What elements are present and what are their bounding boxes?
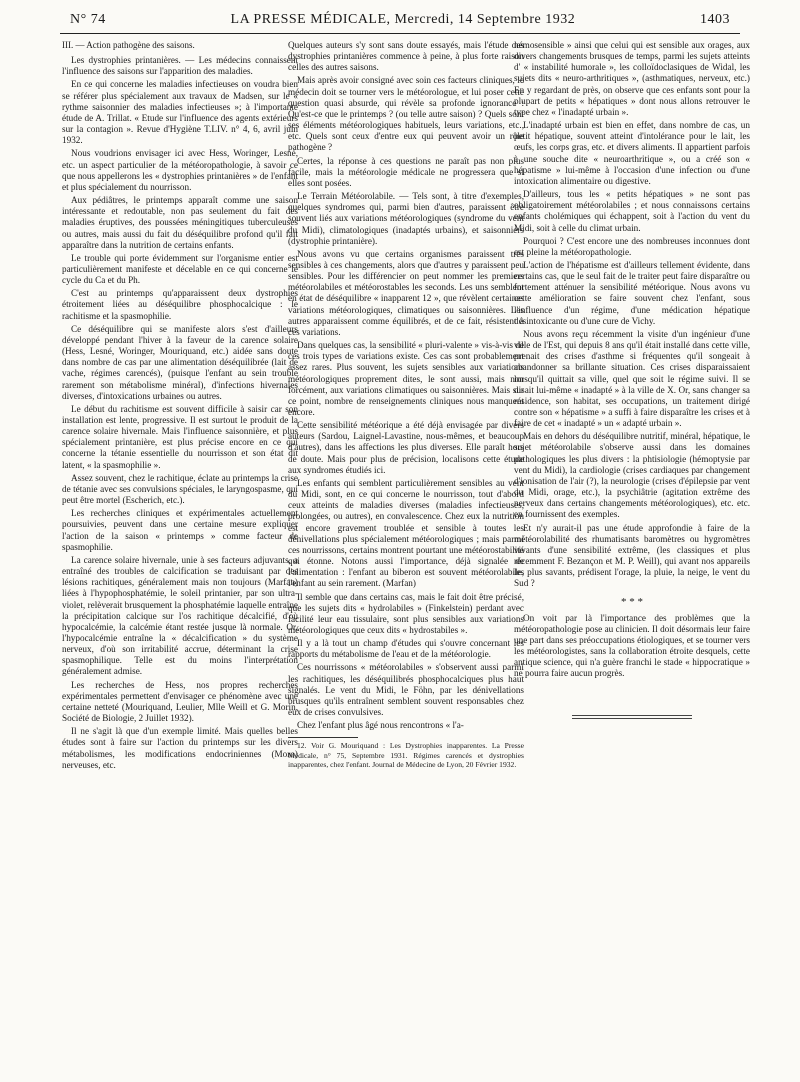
end-rule <box>572 715 692 716</box>
paragraph: Chez l'enfant plus âgé nous rencontrons « l'a- <box>297 720 464 731</box>
paragraph: D'ailleurs, tous les « petits hépatiques » ne sont pas obligatoirement météorolabiles ; et nous connaissons certains enfants cholémiques qui échappent, soit à l'action du vent du Midi, soit à celle du climat urbain. <box>514 189 750 233</box>
paragraph: némosensible » ainsi que celui qui est sensible aux orages, aux divers changements brusques de temps, parmi les sujets atteints d' « instabilité humorale », les colloïdoclasiques de Widal, les sujets dits « neuro-arthritiques », (asthmatiques, nerveux, etc.) En y regardant de près, on observe que ces enfants sont pour la plupart de petits « hépatiques » dont nous allons retrouver le type chez « l'inadapté urbain ». <box>514 40 750 117</box>
paragraph: L'inadapté urbain est bien en effet, dans nombre de cas, un petit hépatique, souvent atteint d'intolérance pour le lait, les œufs, les corps gras, etc. et divers aliments. Il appartient parfois à une souche dite « neuroarthritique », ou a créé son « hépatisme » lui-même à l'occasion d'une infection ou d'une intoxication alimentaire ou digestive. <box>514 120 750 186</box>
paragraph: Il ne s'agit là que d'un exemple limité. Mais quelles belles études sont à faire sur l'action du printemps sur les divers métabolismes, les modifications endocriniennes (Moro) nerveuses, etc. <box>62 726 298 770</box>
column-2 <box>288 40 524 769</box>
paragraph: Quelques auteurs s'y sont sans doute essayés, mais l'étude des dystrophies printanières commence à peine, à plus forte raison celles des autres saisons. <box>288 40 524 73</box>
issue-number: N° 74 <box>70 12 106 27</box>
paragraph: Nous avons vu que certains organismes paraissent très sensibles à ces changements, alors que d'autres y paraissent peu sensibles. Pour les différencier on peut nommer les premiers météorolabiles et météorostables les seconds. Les uns semblent en état de déséquilibre « inapparent 12 », que révèlent certaines variations météorologiques, climatiques ou saisonnières. Les autres apparaissent comme équilibrés, et de ce fait, résistent à ces variations. <box>288 248 524 337</box>
footnote-rule <box>288 737 358 738</box>
paragraph: Et n'y aurait-il pas une étude approfondie à faire de la météorolabilité des rhumatisants baromètres ou hygromètres vivants d'une sensibilité extrême, (les classiques et plus récemment F. Bezançon et M. P. Weill), qui avant nos appareils les plus savants, prédisent l'orage, la pluie, la neige, le vent du Sud ? <box>514 522 750 589</box>
paragraph: Dans quelques cas, la sensibilité « pluri-valente » vis-à-vis de ces trois types de variations existe. Ces cas sont probablement assez rares. Plus souvent, les sujets sensibles aux variations météorologiques proprement dites, le sont aussi, mais non forcément, aux variations climatiques ou saisonnières. Mais sur ce point, nombre de renseignements cliniques nous manquent encore. <box>288 340 524 417</box>
paragraph: Il y a là tout un champ d'études qui s'ouvre concernant les rapports du métabolisme de l'eau et de la météorologie. <box>288 638 524 660</box>
footnote <box>288 741 524 769</box>
section-separator: * * * <box>621 595 643 608</box>
paragraph: Nous voudrions envisager ici avec Hess, Woringer, Lesné, etc. un aspect particulier de la météoropathologie, à savoir ce que nous appellerons les « dystrophies printanières » de l'enfant et plus spécialement du nourrisson. <box>62 148 298 192</box>
paragraph: Assez souvent, chez le rachitique, éclate au printemps la crise de tétanie avec ses convulsions spéciales, le laryngospasme, qui peut être mortel (Escherich, etc.). <box>62 472 298 506</box>
journal-title: LA PRESSE MÉDICALE, Mercredi, 14 Septembre 1932 <box>230 12 576 27</box>
paragraph: En ce qui concerne les maladies infectieuses on voudra bien se référer plus spécialement aux travaux de Madsen, sur le « rythme saisonnier des maladies infectieuses »; à l'importante étude de A. Trillat. « Etude sur l'influence des agents extérieurs sur la contagion ». Revue d'Hygiène T.LIV. n° 4, 6, avril juin 1932. <box>62 79 298 146</box>
footnote-text: 12. Voir G. Mouriquand : Les Dystrophies inapparentes. La Presse Médicale, n° 75, Septembre 1931. Régimes carencés et dystrophies inapparentes, chez l'enfant. Journal de Médecine de Lyon, 20 Février 1932. <box>288 741 524 769</box>
paragraph: Mais après avoir consigné avec soin ces facteurs cliniques, le médecin doit se tourner vers le météorologue, et lui poser cette question quasi absurde, qui révèle sa profonde ignorance : Qu'est-ce que le printemps ? (ou telle autre saison) ? Quels sont ses éléments météorologiques habituels, leurs variations, etc., etc. Quels sont ceux d'entre eux qui peuvent avoir un rôle pathogène ? <box>288 75 524 153</box>
column-1 <box>62 40 298 773</box>
paragraph: Ce déséquilibre qui se manifeste alors s'est d'ailleurs développé pendant l'hiver à la faveur de la carence solaire (Hess, Lesné, Woringer, Mouriquand, etc.) aidée sans doute dans nombre de cas par une alimentation déséquilibrée (lait de vache, régimes carencés), (puisque l'enfant au sein trouble rarement son métabolisme minéral), d'infections hivernales diverses, d'intoxications urbaines ou autres. <box>62 323 298 401</box>
paragraph: Le début du rachitisme est souvent difficile à saisir car son installation est lente, progressive. Il est surtout le produit de la carence solaire hivernale. Mais l'influence saisonnière, et plus spécialement printanière, est plus précise encore en ce qui concerne la tétanie essentielle du nourrisson et son état dit latent, « la spasmophilie ». <box>62 403 298 470</box>
paragraph: Certes, la réponse à ces questions ne paraît pas non plus facile, mais la météorologie médicale ne progressera que si elles sont posées. <box>288 155 524 188</box>
header-rule <box>60 33 740 34</box>
paragraph: Les dystrophies printanières. — Les médecins connaissent l'influence des saisons sur l'apparition des maladies. <box>62 55 298 77</box>
end-rule <box>572 718 692 719</box>
page-header <box>70 12 730 34</box>
paragraph: Les recherches de Hess, nos propres recherches expérimentales permettent d'envisager ce phénomène avec une certaine netteté (Mouriquand, Leulier, Mlle Weill et G. Morin, Société de Biologie, 2 Juillet 1932). <box>62 679 298 724</box>
paragraph: Ces nourrissons « météorolabiles » s'observent aussi parmi les rachitiques, les déséquilibrés phosphocalciques plus haut signalés. Le vent du Midi, le Föhn, par les dénivellations brusques qu'ils entraînent semblent souvent responsables chez eux de crises convulsives. <box>288 662 524 718</box>
paragraph: L'action de l'hépatisme est d'ailleurs tellement évidente, dans certains cas, que le seul fait de le traiter peut faire disparaître ou fortement atténuer la sensibilité météorique. Nous avons vu cette amélioration se faire souvent chez l'enfant, sous l'influence d'un régime, d'une médication hépatique désintoxicante ou d'une cure de Vichy. <box>514 259 750 326</box>
paragraph: C'est au printemps qu'apparaissent deux dystrophies étroitement liées au déséquilibre phosphocalcique : le rachitisme et la spasmophilie. <box>62 288 298 321</box>
paragraph: Les recherches cliniques et expérimentales actuellement poursuivies, peuvent dans une certaine mesure expliquer l'action de la saison « printemps » comme facteur de spasmophilie. <box>62 508 298 552</box>
paragraph: Le trouble qui porte évidemment sur l'organisme entier est particulièrement manifeste et décelable en ce qui concerne le cycle du Ca et du Ph. <box>62 252 298 286</box>
paragraph: La carence solaire hivernale, unie à ses facteurs adjuvants, a entraîné des troubles de calcification se traduisant par des lésions rachitiques, généralement mais non toujours (Marfan) liées à l'hypophosphatémie, le soleil printanier, par son ultra-violet, relèverait brusquement la phosphatémie laquelle entraîne la précipitation calcique sur l'os rachitique décalcifié, d'où hypocalcémie, la calcémie étant restée jusque là normale. Or, l'hypocalcémie entraîne la « décalcification » du système nerveux, d'où son irritabilité accrue, déterminant la crise spasmophilique. Telle est du moins l'interprétation généralement admise. <box>62 554 298 677</box>
paragraph: Les enfants qui semblent particulièrement sensibles au vent du Midi, sont, en ce qui concerne le nourrisson, tout d'abord ceux atteints de maladies diverses (maladies infectieuses, prolongées, ou autres), en convalescence. Chez eux la nutrition est encore gravement troublée et sensible à toutes les dénivellations plus spécialement météorologiques ; mais parmi ces nourrissons, certains montrent pourtant une météorostabilité qui étonne. Notons aussi l'importance, déjà signalée de l'alimentation : l'enfant au biberon est souvent météorolabile, l'enfant au sein rarement. (Marfan) <box>288 477 524 589</box>
paragraph: Nous avons reçu récemment la visite d'un ingénieur d'une ville de l'Est, qui depuis 8 ans qu'il était installé dans cette ville, prenait des crises d'asthme si fréquentes qu'il songeait à abandonner sa brillante situation. Ces crises disparaissaient lorsqu'il quittait sa ville, quel que soit le régime suivi. Il se disait lui-même « inadapté » à la ville de X. Or, sans changer sa résidence, son habitat, ses occupations, un traitement dirigé contre son « hépatisme » a suffi à faire disparaître les crises et à faire de cet « inadapté » un « adapté urbain ». <box>514 328 750 429</box>
paragraph: Il semble que dans certains cas, mais le fait doit être précisé, que les sujets dits « hydrolabiles » (Finkelstein) perdant avec facilité leur eau tissulaire, sont plus sensibles aux variations météorologiques que ceux dits « hydrostabiles ». <box>288 591 524 635</box>
paragraph: Mais en dehors du déséquilibre nutritif, minéral, hépatique, le sujet météorolabile s'observe aussi dans les domaines pathologiques les plus divers : la phtisiologie (hémoptysie par vent du Midi), la cardiologie (crises cardiaques par changement d'ionisation de l'air (?), la neurologie (crises d'épilepsie par vent du Midi, orage, etc.), la psychiâtrie (agitation extrême des nerveux dans certains changements météorologiques), etc. etc. en fournissent des exemples. <box>514 431 750 520</box>
paragraph: Aux pédiâtres, le printemps apparaît comme une saison intéressante et redoutable, non pas seulement du fait des maladies éruptives, des poussées méningitiques tuberculeuses ou autres, mais aussi du fait du déséquilibre profond qu'il fait apparaître dans la nutrition de certains enfants. <box>62 195 298 250</box>
section-heading: III. — Action pathogène des saisons. <box>62 40 195 50</box>
paragraph: Cette sensibilité météorique a été déjà envisagée par divers auteurs (Sardou, Laignel-Lavastine, nous-mêmes, et beaucoup d'autres), dans les affections les plus diverses. Elle paraît hors de doute. Mais pour plus de précision, localisons cette étude aux syndromes étudiés ici. <box>288 420 524 475</box>
paragraph: Le Terrain Météorolabile. — Tels sont, à titre d'exemples, quelques syndromes qui, parmi bien d'autres, paraissent être souvent liés aux variations météorologiques (syndrome du vent du Midi), climatologiques (inadaptés urbains), et saisonniers (dystrophie printanière). <box>288 191 524 246</box>
paragraph: Pourquoi ? C'est encore une des nombreuses inconnues dont est pleine la météoropathologie. <box>514 235 750 257</box>
paragraph: On voit par là l'importance des problèmes que la météoropathologie pose au clinicien. Il doit désormais leur faire une part dans ses préoccupations étiologiques, et se tourner vers les météorologistes, sans la collaboration étroite desquels, cette antique science, qui n'a guère franchi le stade « hippocratique » ne pourra faire aucun progrès. <box>514 612 750 679</box>
column-3 <box>514 40 750 719</box>
page-number: 1403 <box>700 12 730 27</box>
